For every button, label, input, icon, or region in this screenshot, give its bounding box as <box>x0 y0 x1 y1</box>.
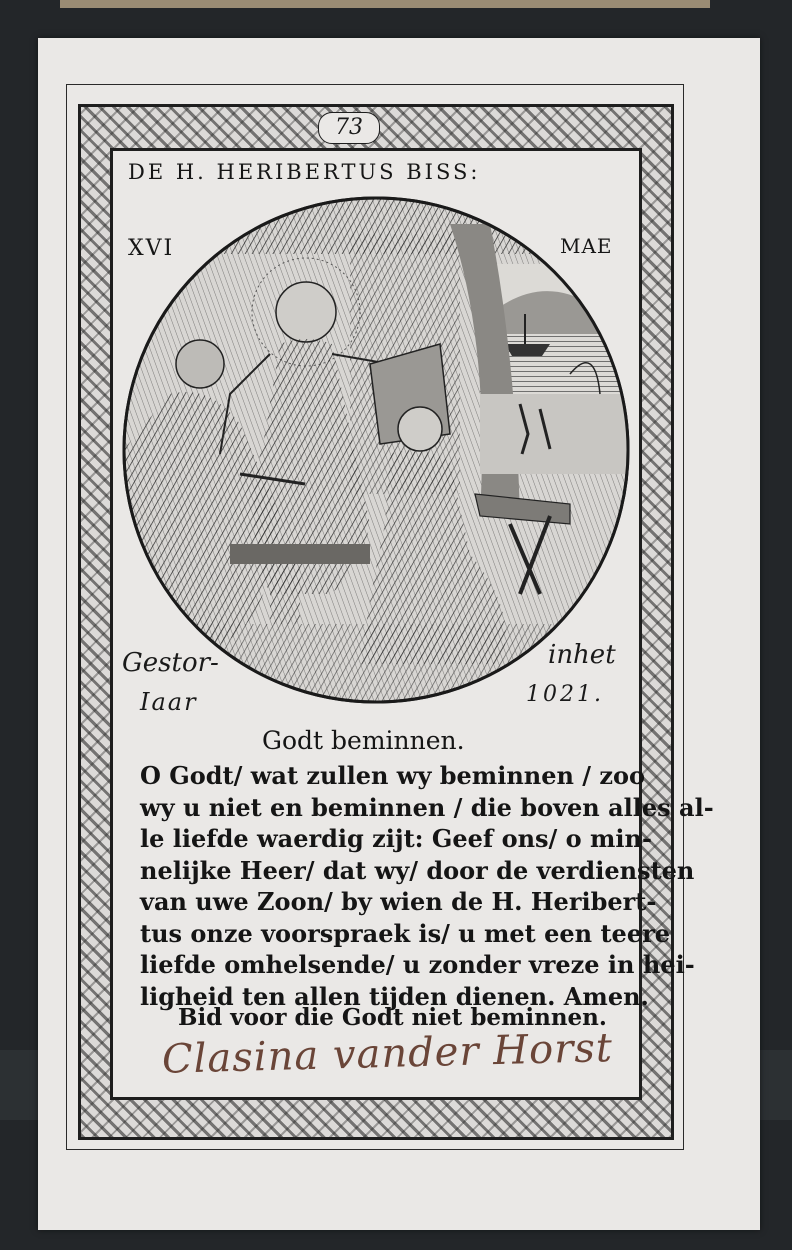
year-label: Iaar <box>140 688 198 716</box>
feast-day: XVI <box>128 236 175 261</box>
prayer-line: liefde omhelsende/ u zonder vreze in hei- <box>140 950 695 979</box>
prayer-line: wy u niet en beminnen / die boven alles al- <box>140 792 714 822</box>
engraved-scene-medallion <box>120 194 632 706</box>
page-number: 73 <box>318 112 380 144</box>
died-label-left: Gestor- <box>122 648 219 678</box>
prayer-line: van uwe Zoon/ by wien de H. Heribert- <box>140 887 657 916</box>
prayer-line: nelijke Heer/ dat wy/ door de verdiensten <box>140 855 695 885</box>
feast-month: MAE <box>560 234 613 258</box>
prayer-line: ligheid ten allen tijden dienen. Amen. <box>140 981 649 1011</box>
died-label-right: inhet <box>548 640 616 670</box>
saint-title: DE H. HERIBERTUS BISS: <box>128 160 481 184</box>
year-of-death: 1021. <box>526 682 604 707</box>
exhortation: Bid voor die Godt niet beminnen. <box>178 1004 607 1031</box>
prayer-line: O Godt/ wat zullen wy beminnen / zoo <box>140 761 646 790</box>
scan-edge-top <box>60 0 710 8</box>
prayer-heading: Godt beminnen. <box>262 726 465 755</box>
handwritten-inscription: Clasina vander Horst <box>161 1025 614 1083</box>
prayer-text <box>140 760 714 1012</box>
prayer-line: tus onze voorspraek is/ u met een teere <box>140 918 671 948</box>
prayer-line: le liefde waerdig zijt: Geef ons/ o min- <box>140 824 652 853</box>
